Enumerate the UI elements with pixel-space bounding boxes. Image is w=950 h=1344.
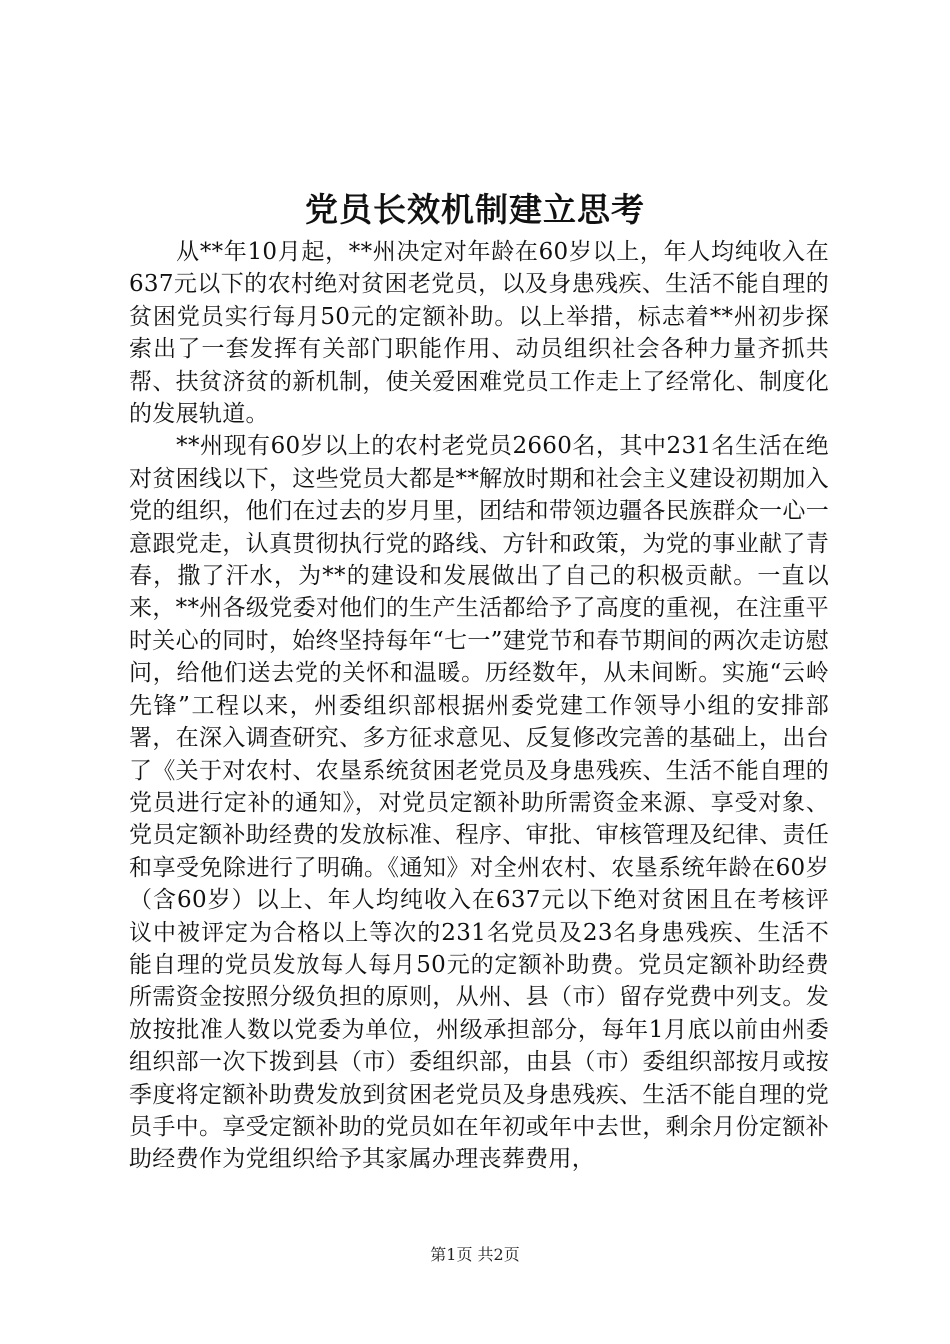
paragraph-2: **州现有60岁以上的农村老党员2660名，其中231名生活在绝对贫困线以下，这些党员大都是**解放时期和社会主义建设初期加入党的组织，他们在过去的岁月里，团结和带领边疆各民族群众一心一意跟党走，认真贯彻执行党的路线、方针和政策，为党的事业献了青春，撒了汗水，为**的建设和发展做出了自己的积极贡献。一直以来，**州各级党委对他们的生产生活都给予了高度的重视，在注重平时关心的同时，始终坚持每年“七一”建党节和春节期间的两次走访慰问，给他们送去党的关怀和温暖。历经数年，从未间断。实施“云岭先锋”工程以来，州委组织部根据州委党建工作领导小组的安排部署，在深入调查研究、多方征求意见、反复修改完善的基础上，出台了《关于对农村、农垦系统贫困老党员及身患残疾、生活不能自理的党员进行定补的通知》，对党员定额补助所需资金来源、享受对象、党员定额补助经费的发放标准、程序、审批、审核管理及纪律、责任和享受免除进行了明确。《通知》对全州农村、农垦系统年龄在60岁（含60岁）以上、年人均纯收入在637元以下绝对贫困且在考核评议中被评定为合格以上等次的231名党员及23名身患残疾、生活不能自理的党员发放每人每月50元的定额补助费。党员定额补助经费所需资金按照分级负担的原则，从州、县（市）留存党费中列支。发放按批准人数以党委为单位，州级承担部分，每年1月底以前由州委组织部一次下拨到县（市）委组织部，由县（市）委组织部按月或按季度将定额补助费发放到贫困老党员及身患残疾、生活不能自理的党员手中。享受定额补助的党员如在年初或年中去世，剩余月份定额补助经费作为党组织给予其家属办理丧葬费用， — [129, 433, 829, 1173]
document-body — [129, 236, 829, 1176]
paragraph-1: 从**年10月起，**州决定对年龄在60岁以上，年人均纯收入在637元以下的农村绝对贫困老党员，以及身患残疾、生活不能自理的贫困党员实行每月50元的定额补助。以上举措，标志着**州初步探索出了一套发挥有关部门职能作用、动员组织社会各种力量齐抓共帮、扶贫济贫的新机制，使关爱困难党员工作走上了经常化、制度化的发展轨道。 — [129, 239, 829, 428]
page-number-footer: 第1页 共2页 — [430, 1245, 520, 1264]
document-title: 党员长效机制建立思考 — [305, 190, 645, 229]
